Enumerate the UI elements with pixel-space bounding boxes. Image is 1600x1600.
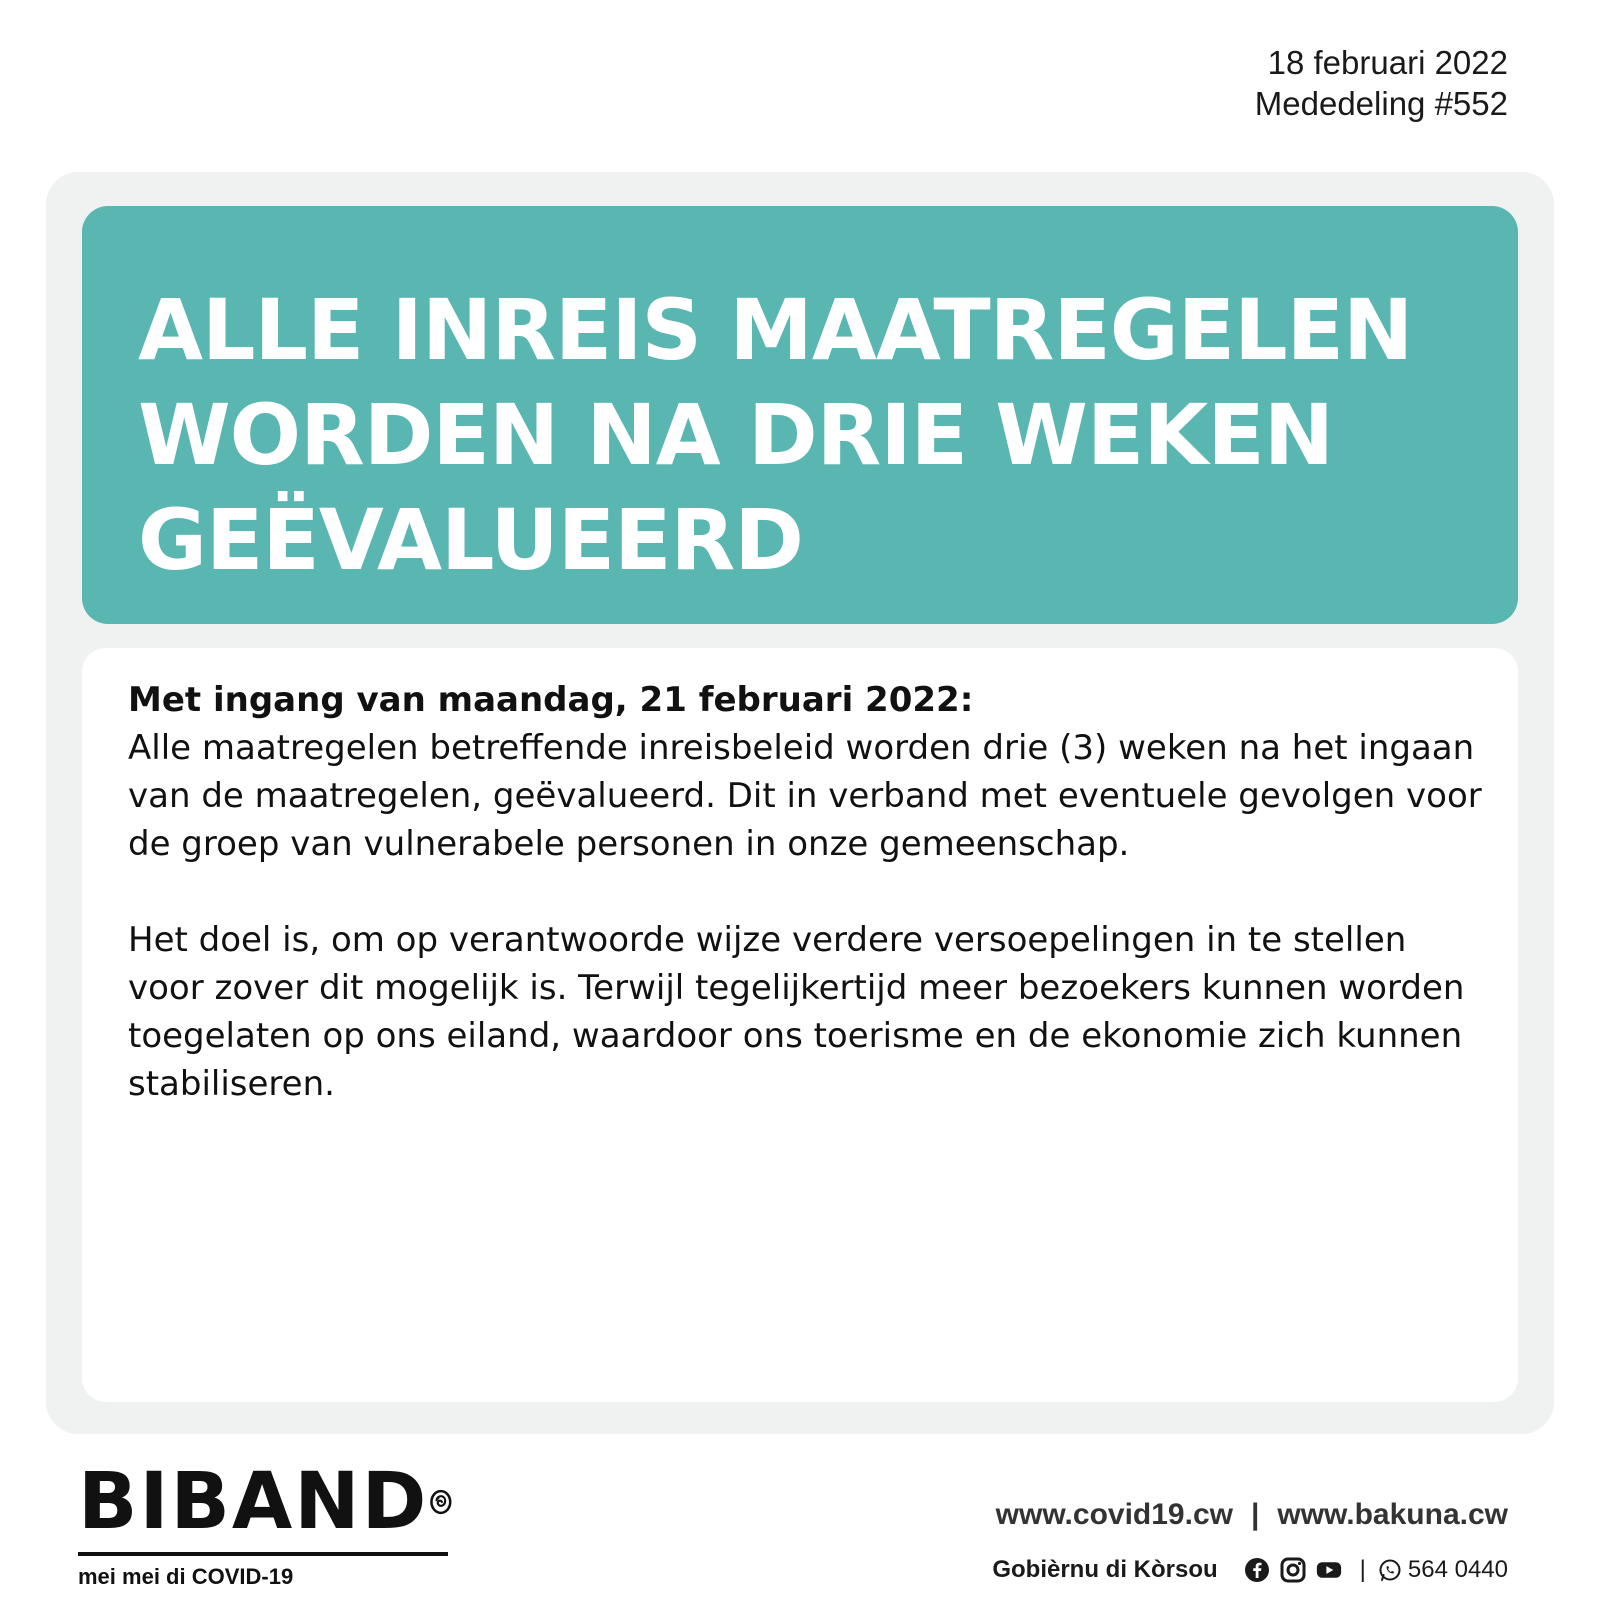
body-card bbox=[82, 648, 1518, 1402]
title-line-2: WORDEN NA DRIE WEKEN bbox=[138, 386, 1334, 484]
facebook-icon[interactable] bbox=[1244, 1557, 1270, 1583]
title-line-1: ALLE INREIS MAATREGELEN bbox=[138, 281, 1413, 379]
website-links bbox=[996, 1498, 1508, 1532]
brand-logo bbox=[78, 1457, 452, 1590]
title-banner bbox=[82, 206, 1518, 624]
link-separator: | bbox=[1250, 1498, 1260, 1531]
date: 18 februari 2022 bbox=[1267, 44, 1508, 81]
notice-number: Mededeling #552 bbox=[1254, 85, 1508, 122]
body-text bbox=[128, 676, 1488, 1108]
footer-contact bbox=[992, 1556, 1508, 1584]
whatsapp-icon bbox=[1378, 1558, 1402, 1582]
bibando-swirl-icon bbox=[430, 1467, 452, 1537]
footer-separator: | bbox=[1359, 1556, 1366, 1583]
header-meta bbox=[1255, 42, 1508, 124]
content-panel bbox=[46, 172, 1554, 1434]
youtube-icon[interactable] bbox=[1316, 1557, 1342, 1583]
title-line-3: GEËVALUEERD bbox=[138, 491, 803, 589]
link-covid19[interactable]: www.covid19.cw bbox=[995, 1498, 1233, 1531]
brand-tagline: mei mei di COVID-19 bbox=[78, 1564, 294, 1589]
government-name: Gobièrnu di Kòrsou bbox=[992, 1556, 1218, 1583]
brand-name: BIBAND bbox=[78, 1457, 429, 1547]
page-title bbox=[138, 278, 1508, 593]
paragraph-1-text: Alle maatregelen betreffende inreisbeleid worden drie (3) weken na het ingaan van de maatregelen, geëvalueerd. Dit in verband met eventuele gevolgen voor de groep van vulnerabele personen in onze gemeenschap. bbox=[128, 728, 1482, 864]
instagram-icon[interactable] bbox=[1280, 1557, 1306, 1583]
brand-wordmark bbox=[78, 1457, 452, 1547]
brand-divider bbox=[78, 1552, 448, 1556]
lead-text: Met ingang van maandag, 21 februari 2022: bbox=[128, 680, 974, 720]
paragraph-1 bbox=[128, 676, 1488, 868]
phone-number[interactable]: 564 0440 bbox=[1407, 1556, 1508, 1583]
paragraph-2: Het doel is, om op verantwoorde wijze verdere versoepelingen in te stellen voor zover dit mogelijk is. Terwijl tegelijkertijd meer bezoekers kunnen worden toegelaten op ons eiland, waardoor ons toerisme en de ekonomie zich kunnen stabiliseren. bbox=[128, 920, 1465, 1104]
link-bakuna[interactable]: www.bakuna.cw bbox=[1277, 1498, 1508, 1531]
